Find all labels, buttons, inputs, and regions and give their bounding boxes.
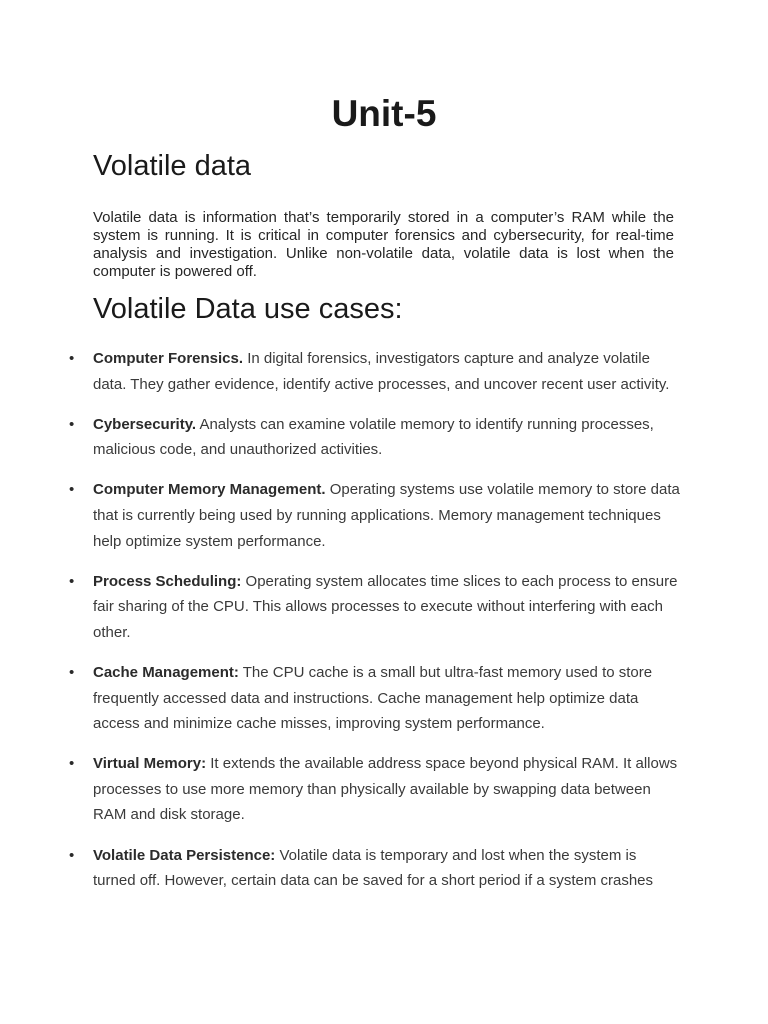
use-case-description: Operating systems use volatile memory to store data that is currently being used by running applications. Memory management techniques help optimize system performance.	[93, 481, 680, 550]
use-case-description: In digital forensics, investigators capture and analyze volatile data. They gather evidence, identify active processes, and uncover recent user activity.	[93, 350, 670, 393]
bullet-icon: •	[69, 481, 75, 499]
use-case-term: Computer Forensics.	[93, 350, 244, 367]
use-case-term: Volatile Data Persistence:	[93, 846, 276, 864]
use-case-list	[0, 346, 768, 908]
bullet-icon: •	[69, 415, 75, 433]
use-case-item	[0, 477, 683, 554]
use-case-description: It extends the available address space beyond physical RAM. It allows processes to use more memory than physically available by swapping data between RAM and disk storage.	[93, 755, 678, 824]
section-heading-use-cases: Volatile Data use cases:	[93, 293, 403, 325]
use-case-item	[0, 412, 683, 463]
use-case-item	[0, 660, 683, 737]
use-case-term: Computer Memory Management.	[93, 481, 326, 499]
use-case-description: Volatile data is temporary and lost when the system is turned off. However, certain data can be saved for a short period if a system crashes	[93, 846, 654, 890]
use-case-item	[0, 346, 683, 397]
use-case-term: Cache Management:	[93, 663, 239, 681]
use-case-term: Process Scheduling:	[93, 572, 242, 590]
bullet-icon: •	[69, 572, 75, 590]
section-heading-volatile-data: Volatile data	[93, 150, 252, 182]
bullet-icon: •	[69, 755, 75, 773]
bullet-icon: •	[69, 350, 75, 367]
use-case-item	[0, 569, 683, 646]
bullet-icon: •	[69, 846, 75, 864]
intro-paragraph: Volatile data is information that’s temporarily stored in a computer’s RAM while the system is running. It is critical in computer forensics and cybersecurity, for real-time analysis and investigation. Unlike non-volatile data, volatile data is lost when the computer is powered off.	[93, 209, 674, 280]
use-case-description: Analysts can examine volatile memory to identify running processes, malicious code, and unauthorized activities.	[93, 415, 654, 459]
page-title: Unit-5	[331, 93, 437, 134]
use-case-term: Virtual Memory:	[93, 755, 207, 773]
use-case-description: The CPU cache is a small but ultra-fast memory used to store frequently accessed data and instructions. Cache management help optimize data access and minimize cache misses, improving system performance.	[93, 663, 653, 733]
use-case-item	[0, 751, 683, 828]
bullet-icon: •	[69, 663, 75, 681]
use-case-term: Cybersecurity.	[93, 415, 197, 433]
use-case-description: Operating system allocates time slices to each process to ensure fair sharing of the CPU. This allows processes to execute without interfering with each other.	[93, 572, 678, 641]
use-case-item	[0, 843, 683, 894]
